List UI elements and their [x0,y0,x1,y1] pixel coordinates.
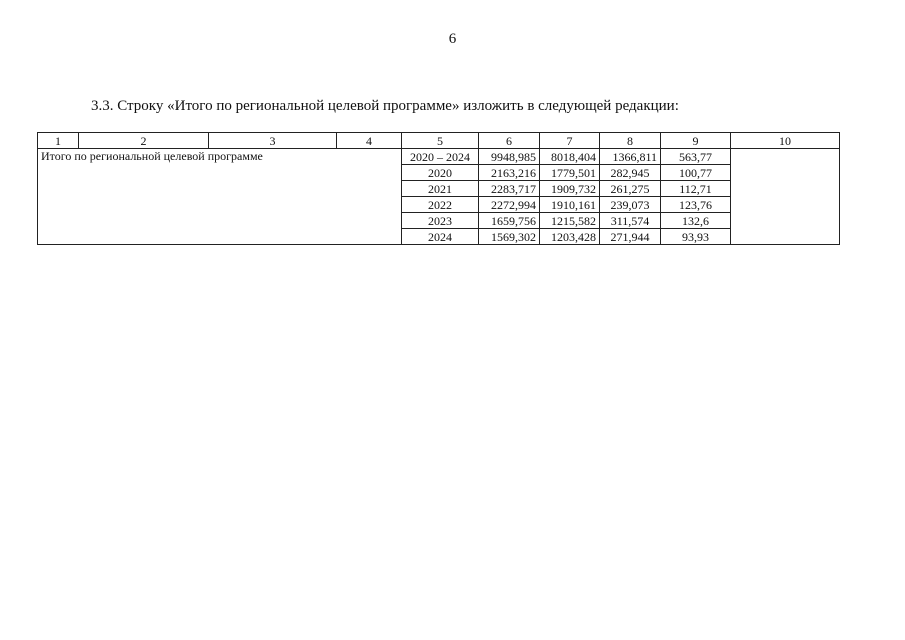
value-cell: 1909,732 [540,181,600,197]
column-number: 3 [209,133,337,149]
value-cell: 1779,501 [540,165,600,181]
column-number: 5 [402,133,479,149]
period-cell: 2023 [402,213,479,229]
column-10-cell [731,149,840,245]
value-cell: 1215,582 [540,213,600,229]
period-cell: 2024 [402,229,479,245]
column-number: 7 [540,133,600,149]
value-cell: 261,275 [600,181,661,197]
value-cell: 239,073 [600,197,661,213]
column-number: 2 [79,133,209,149]
column-number-row [38,133,840,149]
value-cell: 2283,717 [479,181,540,197]
value-cell: 1366,811 [600,149,661,165]
value-cell: 132,6 [661,213,731,229]
column-number: 6 [479,133,540,149]
column-number: 10 [731,133,840,149]
column-number: 1 [38,133,79,149]
value-cell: 563,77 [661,149,731,165]
value-cell: 9948,985 [479,149,540,165]
value-cell: 123,76 [661,197,731,213]
value-cell: 271,944 [600,229,661,245]
value-cell: 112,71 [661,181,731,197]
row-label: Итого по региональной целевой программе [38,149,402,245]
period-cell: 2020 [402,165,479,181]
value-cell: 311,574 [600,213,661,229]
column-number: 8 [600,133,661,149]
column-number: 9 [661,133,731,149]
value-cell: 1910,161 [540,197,600,213]
value-cell: 2163,216 [479,165,540,181]
period-cell: 2022 [402,197,479,213]
section-heading: 3.3. Строку «Итого по региональной целевой программе» изложить в следующей редакции: [91,98,679,114]
value-cell: 8018,404 [540,149,600,165]
value-cell: 1203,428 [540,229,600,245]
column-number: 4 [337,133,402,149]
value-cell: 1569,302 [479,229,540,245]
page-number: 6 [448,31,457,47]
period-cell: 2020 – 2024 [402,149,479,165]
budget-table [37,132,840,245]
value-cell: 100,77 [661,165,731,181]
value-cell: 1659,756 [479,213,540,229]
period-cell: 2021 [402,181,479,197]
value-cell: 93,93 [661,229,731,245]
table-row [38,149,840,165]
value-cell: 2272,994 [479,197,540,213]
value-cell: 282,945 [600,165,661,181]
